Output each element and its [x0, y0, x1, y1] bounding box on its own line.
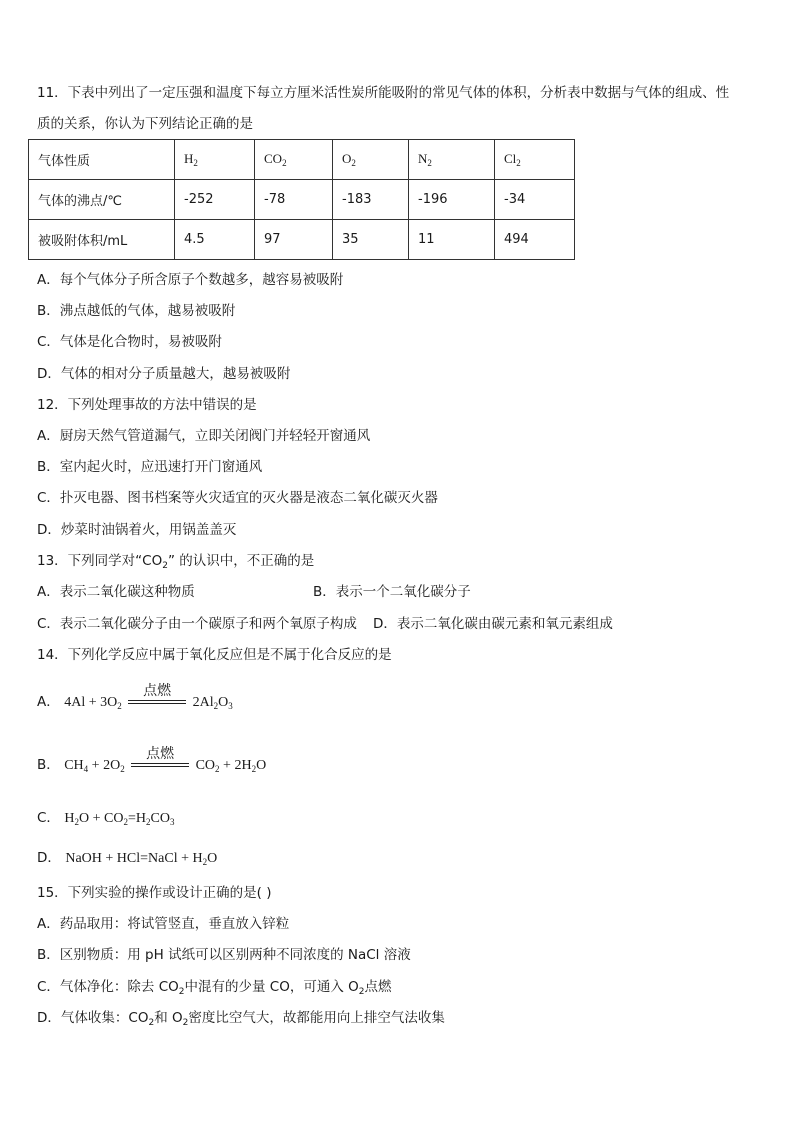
q14-option-d: D． NaOH + HCl=NaCl + $H_2O$ — [37, 850, 218, 867]
table-cell: -252 — [175, 180, 255, 220]
table-cell: -196 — [409, 180, 495, 220]
table-cell: $Cl_2$ — [495, 140, 575, 180]
q11-option-d: D．气体的相对分子质量越大，越易被吸附 — [37, 366, 291, 382]
q13-option-b: B．表示一个二氧化碳分子 — [313, 584, 471, 600]
gas-property-table — [28, 139, 575, 260]
table-cell: $O_2$ — [333, 140, 409, 180]
table-row — [29, 220, 575, 260]
table-cell: 97 — [255, 220, 333, 260]
q15-option-c: C．气体净化：除去 $CO_2$中混有的少量 CO，可通入 $O_2$点燃 — [37, 979, 392, 997]
table-cell: 35 — [333, 220, 409, 260]
table-cell: $N_2$ — [409, 140, 495, 180]
q11-option-c: C．气体是化合物时，易被吸附 — [37, 334, 222, 350]
q14-stem: 14．下列化学反应中属于氧化反应但是不属于化合反应的是 — [37, 647, 392, 663]
table-row — [29, 140, 575, 180]
q11-stem-line1: 11．下表中列出了一定压强和温度下每立方厘米活性炭所能吸附的常见气体的体积，分析表中数据与气体的组成、性 — [37, 85, 730, 101]
reaction-arrow: 点燃 — [128, 700, 186, 704]
table-cell: -34 — [495, 180, 575, 220]
q12-stem: 12．下列处理事故的方法中错误的是 — [37, 397, 257, 413]
q13-option-c: C．表示二氧化碳分子由一个碳原子和两个氧原子构成 — [37, 616, 357, 632]
q12-option-d: D．炒菜时油锅着火，用锅盖盖灭 — [37, 522, 237, 538]
table-cell: 4.5 — [175, 220, 255, 260]
q14-option-a: A． $4Al + 3O_2$ 点燃 $2Al_2O_3$ — [37, 683, 233, 711]
q14-option-b: B． $CH_4 + 2O_2$ 点燃 $CO_2 + 2H_2O$ — [37, 746, 267, 774]
q12-option-c: C．扑灭电器、图书档案等火灾适宜的灭火器是液态二氧化碳灭火器 — [37, 490, 438, 506]
q13-option-d: D．表示二氧化碳由碳元素和氧元素组成 — [373, 616, 613, 632]
q15-option-a: A．药品取用：将试管竖直，垂直放入锌粒 — [37, 916, 290, 932]
table-cell: 11 — [409, 220, 495, 260]
q12-option-a: A．厨房天然气管道漏气，立即关闭阀门并轻轻开窗通风 — [37, 428, 371, 444]
table-cell: 气体性质 — [29, 140, 175, 180]
q15-stem: 15．下列实验的操作或设计正确的是( ) — [37, 885, 272, 901]
q11-stem-line2: 质的关系，你认为下列结论正确的是 — [37, 116, 253, 132]
q11-option-b: B．沸点越低的气体，越易被吸附 — [37, 303, 236, 319]
q13-option-a: A．表示二氧化碳这种物质 — [37, 584, 195, 600]
table-cell: -183 — [333, 180, 409, 220]
table-cell: 气体的沸点/℃ — [29, 180, 175, 220]
reaction-arrow: 点燃 — [131, 763, 189, 767]
table-row — [29, 180, 575, 220]
table-cell: 被吸附体积/mL — [29, 220, 175, 260]
q15-option-b: B．区别物质：用 pH 试纸可以区别两种不同浓度的 NaCl 溶液 — [37, 947, 411, 963]
q14-option-c: C． $H_2O + CO_2=H_2CO_3$ — [37, 810, 175, 827]
q15-option-d: D．气体收集：$CO_2$和 $O_2$密度比空气大，故都能用向上排空气法收集 — [37, 1010, 445, 1028]
table-cell: -78 — [255, 180, 333, 220]
q13-stem: 13．下列同学对“$CO_2$” 的认识中，不正确的是 — [37, 553, 315, 571]
q11-option-a: A．每个气体分子所含原子个数越多，越容易被吸附 — [37, 272, 344, 288]
table-cell: $CO_2$ — [255, 140, 333, 180]
table-cell: $H_2$ — [175, 140, 255, 180]
q12-option-b: B．室内起火时，应迅速打开门窗通风 — [37, 459, 263, 475]
table-cell: 494 — [495, 220, 575, 260]
